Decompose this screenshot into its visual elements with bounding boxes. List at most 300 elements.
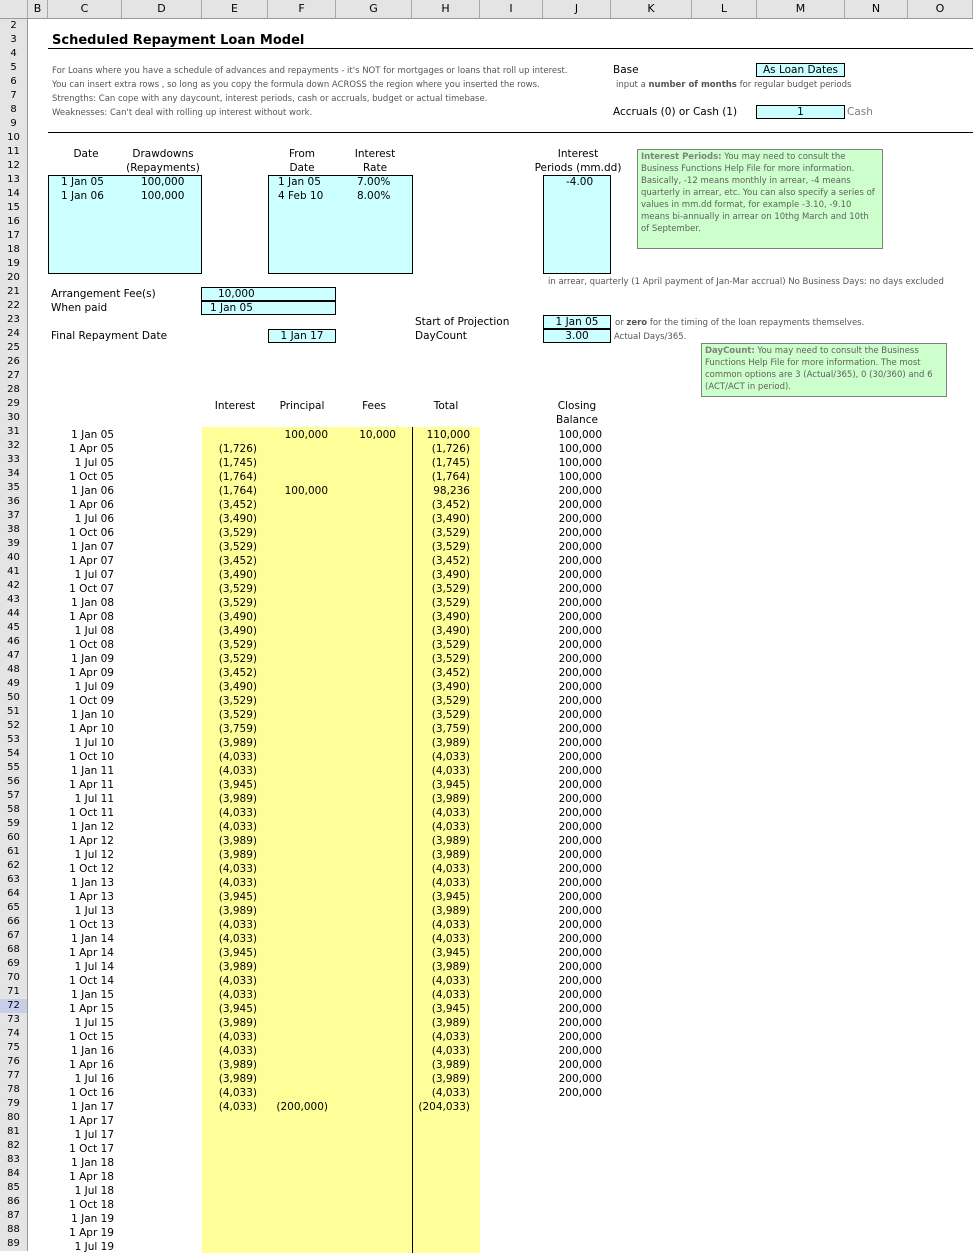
row-header[interactable]: 73: [0, 1013, 28, 1027]
row-header[interactable]: 56: [0, 775, 28, 789]
row-header[interactable]: 10: [0, 131, 28, 145]
schedule-principal-cell[interactable]: [268, 876, 328, 890]
schedule-interest-cell[interactable]: (3,759): [218, 723, 257, 735]
schedule-principal-cell[interactable]: [268, 1226, 328, 1240]
schedule-fees-cell[interactable]: [336, 512, 396, 526]
schedule-total-cell[interactable]: (1,764): [431, 471, 470, 483]
schedule-total-cell[interactable]: [412, 1128, 470, 1142]
schedule-balance-cell[interactable]: 200,000: [558, 681, 602, 693]
schedule-total-cell[interactable]: (3,945): [431, 947, 470, 959]
schedule-interest-cell[interactable]: [202, 1128, 257, 1142]
schedule-fees-cell[interactable]: [336, 988, 396, 1002]
schedule-date-cell[interactable]: 1 Oct 07: [69, 583, 114, 595]
schedule-total-cell[interactable]: (4,033): [431, 765, 470, 777]
schedule-principal-cell[interactable]: [268, 680, 328, 694]
row-header[interactable]: 85: [0, 1181, 28, 1195]
row-header[interactable]: 51: [0, 705, 28, 719]
schedule-principal-cell[interactable]: [268, 960, 328, 974]
column-header-m[interactable]: M: [757, 0, 845, 18]
column-header-b[interactable]: B: [28, 0, 48, 18]
schedule-principal-cell[interactable]: [268, 1240, 328, 1254]
schedule-total-cell[interactable]: (3,989): [431, 1059, 470, 1071]
schedule-principal-cell[interactable]: [268, 1184, 328, 1198]
schedule-interest-cell[interactable]: (3,989): [218, 835, 257, 847]
schedule-date-cell[interactable]: 1 Apr 15: [69, 1003, 114, 1015]
schedule-balance-cell[interactable]: [543, 1184, 602, 1198]
schedule-principal-cell[interactable]: [268, 498, 328, 512]
schedule-balance-cell[interactable]: 200,000: [558, 975, 602, 987]
schedule-date-cell[interactable]: 1 Jul 15: [74, 1017, 114, 1029]
schedule-interest-cell[interactable]: (3,529): [218, 653, 257, 665]
schedule-fees-cell[interactable]: [336, 638, 396, 652]
schedule-date-cell[interactable]: 1 Apr 12: [69, 835, 114, 847]
schedule-balance-cell[interactable]: 200,000: [558, 695, 602, 707]
drawdown-date-2[interactable]: 1 Jan 06: [61, 190, 104, 202]
row-header[interactable]: 39: [0, 537, 28, 551]
schedule-fees-cell[interactable]: [336, 596, 396, 610]
schedule-principal-cell[interactable]: [268, 624, 328, 638]
schedule-balance-cell[interactable]: 200,000: [558, 779, 602, 791]
schedule-date-cell[interactable]: 1 Jan 08: [71, 597, 114, 609]
schedule-principal-cell[interactable]: [268, 554, 328, 568]
schedule-principal-cell[interactable]: [268, 1044, 328, 1058]
schedule-interest-cell[interactable]: [202, 428, 257, 442]
row-header[interactable]: 7: [0, 89, 28, 103]
schedule-principal-cell[interactable]: [268, 568, 328, 582]
row-header[interactable]: 64: [0, 887, 28, 901]
row-header[interactable]: 52: [0, 719, 28, 733]
schedule-balance-cell[interactable]: 200,000: [558, 961, 602, 973]
row-header[interactable]: 5: [0, 61, 28, 75]
schedule-date-cell[interactable]: 1 Jul 09: [74, 681, 114, 693]
schedule-date-cell[interactable]: 1 Oct 05: [69, 471, 114, 483]
schedule-date-cell[interactable]: 1 Jul 14: [74, 961, 114, 973]
schedule-total-cell[interactable]: [412, 1184, 470, 1198]
row-header[interactable]: 74: [0, 1027, 28, 1041]
schedule-principal-cell[interactable]: [268, 792, 328, 806]
schedule-balance-cell[interactable]: 200,000: [558, 611, 602, 623]
schedule-total-cell[interactable]: (3,529): [431, 597, 470, 609]
schedule-balance-cell[interactable]: 200,000: [558, 765, 602, 777]
row-header[interactable]: 45: [0, 621, 28, 635]
schedule-principal-cell[interactable]: [268, 820, 328, 834]
row-header[interactable]: 89: [0, 1237, 28, 1251]
schedule-date-cell[interactable]: 1 Apr 10: [69, 723, 114, 735]
schedule-date-cell[interactable]: 1 Jan 07: [71, 541, 114, 553]
schedule-date-cell[interactable]: 1 Jan 18: [71, 1157, 114, 1169]
row-header[interactable]: 71: [0, 985, 28, 999]
column-header-i[interactable]: I: [480, 0, 543, 18]
schedule-fees-cell[interactable]: [336, 736, 396, 750]
schedule-date-cell[interactable]: 1 Oct 09: [69, 695, 114, 707]
schedule-date-cell[interactable]: 1 Jul 07: [74, 569, 114, 581]
row-header[interactable]: 34: [0, 467, 28, 481]
schedule-date-cell[interactable]: 1 Jul 06: [74, 513, 114, 525]
schedule-interest-cell[interactable]: (3,529): [218, 527, 257, 539]
rate-value-2[interactable]: 8.00%: [357, 190, 391, 202]
schedule-principal-cell[interactable]: [268, 470, 328, 484]
schedule-date-cell[interactable]: 1 Apr 11: [69, 779, 114, 791]
schedule-interest-cell[interactable]: (3,490): [218, 625, 257, 637]
schedule-date-cell[interactable]: 1 Jul 08: [74, 625, 114, 637]
row-header[interactable]: 33: [0, 453, 28, 467]
schedule-interest-cell[interactable]: (3,989): [218, 1017, 257, 1029]
schedule-total-cell[interactable]: (3,452): [431, 667, 470, 679]
schedule-date-cell[interactable]: 1 Oct 08: [69, 639, 114, 651]
schedule-interest-cell[interactable]: (3,989): [218, 793, 257, 805]
row-header[interactable]: 19: [0, 257, 28, 271]
schedule-principal-cell[interactable]: [268, 1212, 328, 1226]
row-header[interactable]: 65: [0, 901, 28, 915]
schedule-interest-cell[interactable]: (3,989): [218, 737, 257, 749]
column-header-l[interactable]: L: [692, 0, 757, 18]
schedule-date-cell[interactable]: 1 Oct 14: [69, 975, 114, 987]
schedule-total-cell[interactable]: (3,945): [431, 779, 470, 791]
schedule-principal-cell[interactable]: [268, 1002, 328, 1016]
schedule-interest-cell[interactable]: [202, 1240, 257, 1254]
schedule-balance-cell[interactable]: 200,000: [558, 513, 602, 525]
schedule-principal-cell[interactable]: [268, 456, 328, 470]
schedule-balance-cell[interactable]: 200,000: [558, 905, 602, 917]
schedule-balance-cell[interactable]: 200,000: [558, 1073, 602, 1085]
row-header[interactable]: 87: [0, 1209, 28, 1223]
row-header[interactable]: 67: [0, 929, 28, 943]
schedule-balance-cell[interactable]: 200,000: [558, 933, 602, 945]
schedule-date-cell[interactable]: 1 Oct 18: [69, 1199, 114, 1211]
schedule-date-cell[interactable]: 1 Jan 05: [71, 429, 114, 441]
schedule-principal-cell[interactable]: [268, 442, 328, 456]
schedule-total-cell[interactable]: 110,000: [426, 429, 470, 441]
schedule-balance-cell[interactable]: [543, 1100, 602, 1114]
schedule-total-cell[interactable]: (3,989): [431, 737, 470, 749]
schedule-date-cell[interactable]: 1 Jul 18: [74, 1185, 114, 1197]
schedule-fees-cell[interactable]: [336, 568, 396, 582]
schedule-date-cell[interactable]: 1 Oct 16: [69, 1087, 114, 1099]
schedule-balance-cell[interactable]: [543, 1114, 602, 1128]
row-header[interactable]: 6: [0, 75, 28, 89]
schedule-balance-cell[interactable]: 200,000: [558, 569, 602, 581]
schedule-interest-cell[interactable]: (3,490): [218, 513, 257, 525]
schedule-principal-cell[interactable]: 100,000: [284, 429, 328, 441]
schedule-principal-cell[interactable]: [268, 1142, 328, 1156]
schedule-date-cell[interactable]: 1 Oct 17: [69, 1143, 114, 1155]
row-header[interactable]: 13: [0, 173, 28, 187]
schedule-balance-cell[interactable]: 200,000: [558, 499, 602, 511]
schedule-principal-cell[interactable]: [268, 1058, 328, 1072]
schedule-fees-cell[interactable]: [336, 582, 396, 596]
schedule-interest-cell[interactable]: (4,033): [218, 765, 257, 777]
accruals-input[interactable]: 1: [756, 105, 845, 119]
schedule-total-cell[interactable]: (4,033): [431, 863, 470, 875]
schedule-principal-cell[interactable]: [268, 918, 328, 932]
schedule-date-cell[interactable]: 1 Apr 14: [69, 947, 114, 959]
schedule-balance-cell[interactable]: [543, 1240, 602, 1254]
schedule-principal-cell[interactable]: [268, 890, 328, 904]
row-header[interactable]: 16: [0, 215, 28, 229]
schedule-interest-cell[interactable]: (3,529): [218, 541, 257, 553]
schedule-principal-cell[interactable]: [268, 834, 328, 848]
row-header[interactable]: 86: [0, 1195, 28, 1209]
schedule-total-cell[interactable]: (4,033): [431, 989, 470, 1001]
schedule-balance-cell[interactable]: 200,000: [558, 751, 602, 763]
schedule-balance-cell[interactable]: [543, 1156, 602, 1170]
schedule-principal-cell[interactable]: [268, 722, 328, 736]
schedule-total-cell[interactable]: (3,529): [431, 709, 470, 721]
schedule-total-cell[interactable]: [412, 1212, 470, 1226]
schedule-interest-cell[interactable]: (4,033): [218, 807, 257, 819]
row-header[interactable]: 55: [0, 761, 28, 775]
schedule-total-cell[interactable]: (3,529): [431, 583, 470, 595]
schedule-date-cell[interactable]: 1 Jan 16: [71, 1045, 114, 1057]
schedule-fees-cell[interactable]: [336, 1016, 396, 1030]
schedule-interest-cell[interactable]: (1,764): [218, 485, 257, 497]
schedule-date-cell[interactable]: 1 Jan 14: [71, 933, 114, 945]
schedule-principal-cell[interactable]: 100,000: [284, 485, 328, 497]
column-header-j[interactable]: J: [543, 0, 611, 18]
schedule-total-cell[interactable]: (3,529): [431, 653, 470, 665]
row-header[interactable]: 42: [0, 579, 28, 593]
schedule-total-cell[interactable]: (3,989): [431, 1073, 470, 1085]
schedule-date-cell[interactable]: 1 Apr 17: [69, 1115, 114, 1127]
schedule-date-cell[interactable]: 1 Oct 13: [69, 919, 114, 931]
schedule-date-cell[interactable]: 1 Jan 09: [71, 653, 114, 665]
final-repayment-input[interactable]: 1 Jan 17: [268, 329, 336, 343]
select-all-corner[interactable]: [0, 0, 28, 18]
column-header-d[interactable]: D: [122, 0, 202, 18]
schedule-balance-cell[interactable]: 200,000: [558, 1017, 602, 1029]
schedule-total-cell[interactable]: [412, 1226, 470, 1240]
schedule-principal-cell[interactable]: [268, 512, 328, 526]
schedule-principal-cell[interactable]: [268, 750, 328, 764]
schedule-interest-cell[interactable]: (3,490): [218, 681, 257, 693]
schedule-interest-cell[interactable]: (4,033): [218, 1087, 257, 1099]
schedule-balance-cell[interactable]: 200,000: [558, 1059, 602, 1071]
base-input[interactable]: As Loan Dates: [756, 63, 845, 77]
schedule-balance-cell[interactable]: 100,000: [558, 443, 602, 455]
schedule-interest-cell[interactable]: [202, 1142, 257, 1156]
row-header[interactable]: 72: [0, 999, 28, 1013]
row-header[interactable]: 59: [0, 817, 28, 831]
schedule-balance-cell[interactable]: 100,000: [558, 471, 602, 483]
schedule-total-cell[interactable]: (3,989): [431, 849, 470, 861]
schedule-total-cell[interactable]: 98,236: [433, 485, 470, 497]
schedule-total-cell[interactable]: [412, 1198, 470, 1212]
schedule-fees-cell[interactable]: [336, 848, 396, 862]
row-header[interactable]: 8: [0, 103, 28, 117]
schedule-principal-cell[interactable]: [268, 596, 328, 610]
schedule-interest-cell[interactable]: (4,033): [218, 1031, 257, 1043]
schedule-balance-cell[interactable]: 200,000: [558, 835, 602, 847]
schedule-fees-cell[interactable]: [336, 806, 396, 820]
schedule-total-cell[interactable]: (3,529): [431, 639, 470, 651]
schedule-principal-cell[interactable]: [268, 666, 328, 680]
row-header[interactable]: 84: [0, 1167, 28, 1181]
row-header[interactable]: 61: [0, 845, 28, 859]
schedule-fees-cell[interactable]: [336, 792, 396, 806]
schedule-balance-cell[interactable]: 200,000: [558, 723, 602, 735]
row-header[interactable]: 14: [0, 187, 28, 201]
row-header[interactable]: 66: [0, 915, 28, 929]
schedule-balance-cell[interactable]: [543, 1226, 602, 1240]
schedule-fees-cell[interactable]: [336, 1058, 396, 1072]
schedule-principal-cell[interactable]: [268, 988, 328, 1002]
schedule-fees-cell[interactable]: [336, 722, 396, 736]
row-header[interactable]: 88: [0, 1223, 28, 1237]
row-header[interactable]: 40: [0, 551, 28, 565]
row-header[interactable]: 83: [0, 1153, 28, 1167]
schedule-balance-cell[interactable]: 200,000: [558, 1003, 602, 1015]
row-header[interactable]: 57: [0, 789, 28, 803]
schedule-principal-cell[interactable]: [268, 1072, 328, 1086]
column-header-f[interactable]: F: [268, 0, 336, 18]
schedule-balance-cell[interactable]: 200,000: [558, 1087, 602, 1099]
schedule-balance-cell[interactable]: [543, 1198, 602, 1212]
schedule-principal-cell[interactable]: (200,000): [276, 1101, 328, 1113]
schedule-fees-cell[interactable]: [336, 1030, 396, 1044]
schedule-date-cell[interactable]: 1 Apr 09: [69, 667, 114, 679]
schedule-total-cell[interactable]: (3,490): [431, 569, 470, 581]
schedule-balance-cell[interactable]: 200,000: [558, 919, 602, 931]
schedule-interest-cell[interactable]: (4,033): [218, 863, 257, 875]
schedule-interest-cell[interactable]: (4,033): [218, 919, 257, 931]
schedule-total-cell[interactable]: (3,989): [431, 905, 470, 917]
schedule-balance-cell[interactable]: 200,000: [558, 527, 602, 539]
row-header[interactable]: 82: [0, 1139, 28, 1153]
schedule-date-cell[interactable]: 1 Apr 05: [69, 443, 114, 455]
schedule-fees-cell[interactable]: [336, 890, 396, 904]
schedule-date-cell[interactable]: 1 Apr 13: [69, 891, 114, 903]
schedule-interest-cell[interactable]: (3,945): [218, 947, 257, 959]
row-header[interactable]: 53: [0, 733, 28, 747]
row-header[interactable]: 15: [0, 201, 28, 215]
schedule-fees-cell[interactable]: [336, 1114, 396, 1128]
schedule-total-cell[interactable]: (3,529): [431, 527, 470, 539]
schedule-principal-cell[interactable]: [268, 638, 328, 652]
row-header[interactable]: 43: [0, 593, 28, 607]
schedule-interest-cell[interactable]: (4,033): [218, 1045, 257, 1057]
projection-input[interactable]: 1 Jan 05: [543, 315, 611, 329]
schedule-interest-cell[interactable]: [202, 1212, 257, 1226]
schedule-fees-cell[interactable]: [336, 694, 396, 708]
row-header[interactable]: 31: [0, 425, 28, 439]
schedule-principal-cell[interactable]: [268, 778, 328, 792]
schedule-interest-cell[interactable]: (3,989): [218, 961, 257, 973]
schedule-principal-cell[interactable]: [268, 848, 328, 862]
schedule-total-cell[interactable]: [412, 1170, 470, 1184]
schedule-date-cell[interactable]: 1 Jul 16: [74, 1073, 114, 1085]
schedule-principal-cell[interactable]: [268, 862, 328, 876]
schedule-total-cell[interactable]: (3,989): [431, 793, 470, 805]
schedule-date-cell[interactable]: 1 Jan 19: [71, 1213, 114, 1225]
column-header-c[interactable]: C: [48, 0, 122, 18]
row-header[interactable]: 48: [0, 663, 28, 677]
schedule-principal-cell[interactable]: [268, 1170, 328, 1184]
schedule-total-cell[interactable]: (3,490): [431, 611, 470, 623]
schedule-total-cell[interactable]: (3,945): [431, 891, 470, 903]
column-header-h[interactable]: H: [412, 0, 480, 18]
schedule-balance-cell[interactable]: [543, 1212, 602, 1226]
row-header[interactable]: 21: [0, 285, 28, 299]
row-header[interactable]: 22: [0, 299, 28, 313]
schedule-balance-cell[interactable]: [543, 1128, 602, 1142]
schedule-fees-cell[interactable]: [336, 1240, 396, 1254]
row-header[interactable]: 24: [0, 327, 28, 341]
schedule-fees-cell[interactable]: [336, 1142, 396, 1156]
schedule-principal-cell[interactable]: [268, 526, 328, 540]
row-header[interactable]: 63: [0, 873, 28, 887]
schedule-total-cell[interactable]: (4,033): [431, 1045, 470, 1057]
schedule-principal-cell[interactable]: [268, 540, 328, 554]
schedule-total-cell[interactable]: (3,945): [431, 1003, 470, 1015]
row-header[interactable]: 25: [0, 341, 28, 355]
row-header[interactable]: 38: [0, 523, 28, 537]
arrangement-fee-input[interactable]: 10,000: [201, 287, 336, 301]
schedule-fees-cell[interactable]: [336, 1226, 396, 1240]
schedule-total-cell[interactable]: (3,490): [431, 625, 470, 637]
schedule-total-cell[interactable]: (3,989): [431, 835, 470, 847]
schedule-balance-cell[interactable]: 200,000: [558, 737, 602, 749]
schedule-fees-cell[interactable]: [336, 442, 396, 456]
row-header[interactable]: 49: [0, 677, 28, 691]
schedule-interest-cell[interactable]: (3,452): [218, 555, 257, 567]
schedule-date-cell[interactable]: 1 Oct 11: [69, 807, 114, 819]
schedule-date-cell[interactable]: 1 Jan 15: [71, 989, 114, 1001]
schedule-principal-cell[interactable]: [268, 1016, 328, 1030]
schedule-date-cell[interactable]: 1 Jul 19: [74, 1241, 114, 1253]
schedule-fees-cell[interactable]: [336, 1156, 396, 1170]
schedule-interest-cell[interactable]: (1,726): [218, 443, 257, 455]
schedule-balance-cell[interactable]: 200,000: [558, 555, 602, 567]
schedule-fees-cell[interactable]: [336, 666, 396, 680]
schedule-total-cell[interactable]: (3,452): [431, 555, 470, 567]
schedule-balance-cell[interactable]: 200,000: [558, 709, 602, 721]
schedule-interest-cell[interactable]: (3,989): [218, 905, 257, 917]
schedule-fees-cell[interactable]: [336, 484, 396, 498]
schedule-balance-cell[interactable]: 200,000: [558, 821, 602, 833]
row-header[interactable]: 18: [0, 243, 28, 257]
column-header-e[interactable]: E: [202, 0, 268, 18]
row-header[interactable]: 76: [0, 1055, 28, 1069]
schedule-total-cell[interactable]: (4,033): [431, 751, 470, 763]
row-header[interactable]: 46: [0, 635, 28, 649]
schedule-fees-cell[interactable]: [336, 652, 396, 666]
schedule-principal-cell[interactable]: [268, 1156, 328, 1170]
column-header-o[interactable]: O: [908, 0, 973, 18]
schedule-interest-cell[interactable]: (4,033): [218, 821, 257, 833]
schedule-fees-cell[interactable]: [336, 1086, 396, 1100]
schedule-balance-cell[interactable]: 200,000: [558, 807, 602, 819]
schedule-balance-cell[interactable]: 200,000: [558, 597, 602, 609]
row-header[interactable]: 17: [0, 229, 28, 243]
schedule-principal-cell[interactable]: [268, 1198, 328, 1212]
row-header[interactable]: 81: [0, 1125, 28, 1139]
schedule-fees-cell[interactable]: [336, 1002, 396, 1016]
schedule-total-cell[interactable]: (3,759): [431, 723, 470, 735]
schedule-total-cell[interactable]: (4,033): [431, 1031, 470, 1043]
row-header[interactable]: 2: [0, 19, 28, 33]
schedule-fees-cell[interactable]: [336, 932, 396, 946]
row-header[interactable]: 26: [0, 355, 28, 369]
schedule-fees-cell[interactable]: [336, 764, 396, 778]
schedule-fees-cell[interactable]: [336, 946, 396, 960]
schedule-date-cell[interactable]: 1 Apr 07: [69, 555, 114, 567]
row-header[interactable]: 36: [0, 495, 28, 509]
schedule-date-cell[interactable]: 1 Jul 13: [74, 905, 114, 917]
row-header[interactable]: 27: [0, 369, 28, 383]
schedule-total-cell[interactable]: [412, 1142, 470, 1156]
row-header[interactable]: 75: [0, 1041, 28, 1055]
schedule-total-cell[interactable]: (3,529): [431, 541, 470, 553]
